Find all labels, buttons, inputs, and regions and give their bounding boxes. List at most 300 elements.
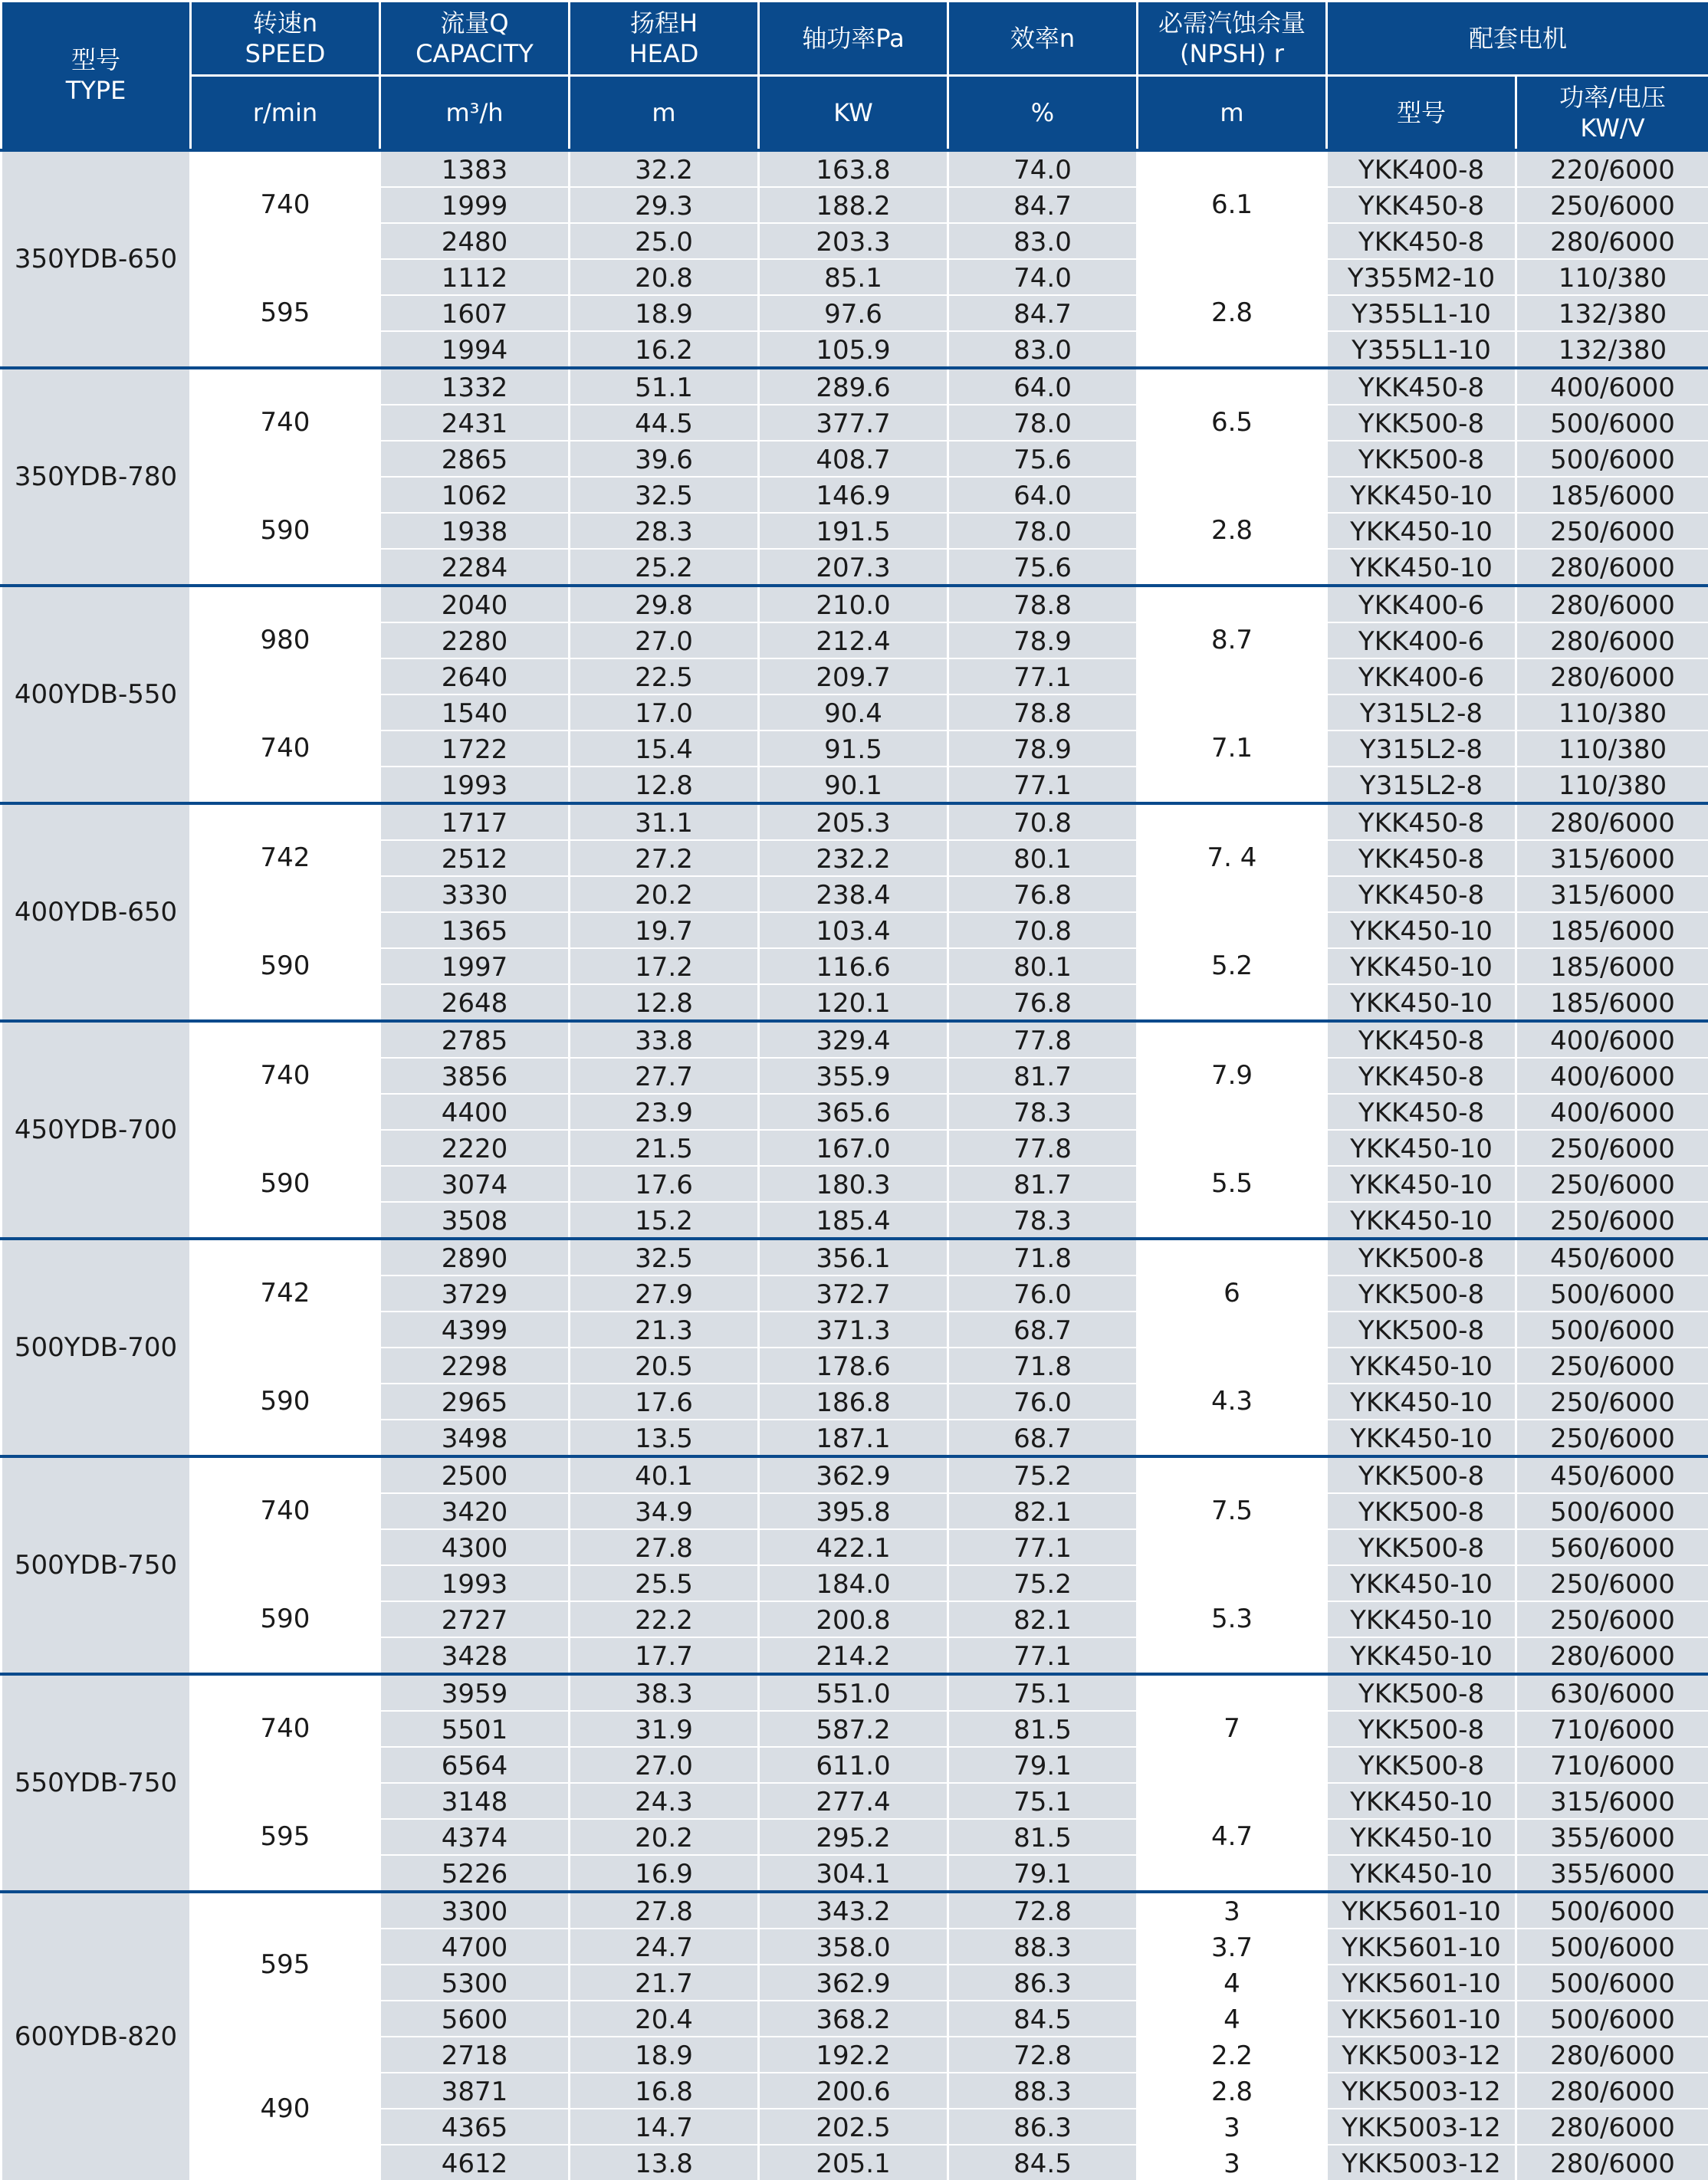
capacity-cell: 2298 bbox=[380, 1348, 570, 1384]
motor-power-cell: 185/6000 bbox=[1516, 984, 1708, 1021]
efficiency-cell: 64.0 bbox=[948, 368, 1138, 405]
capacity-cell: 1383 bbox=[380, 150, 570, 187]
capacity-cell: 1365 bbox=[380, 912, 570, 948]
motor-model-cell: Y355L1-10 bbox=[1327, 331, 1516, 368]
motor-model-cell: YKK400-8 bbox=[1327, 150, 1516, 187]
efficiency-cell: 88.3 bbox=[948, 2073, 1138, 2109]
capacity-cell: 6564 bbox=[380, 1747, 570, 1783]
table-row bbox=[2, 912, 1708, 948]
power-cell: 178.6 bbox=[759, 1348, 948, 1384]
speed-cell: 740 bbox=[191, 694, 380, 803]
efficiency-cell: 78.0 bbox=[948, 513, 1138, 549]
motor-power-cell: 710/6000 bbox=[1516, 1711, 1708, 1747]
capacity-cell: 4700 bbox=[380, 1929, 570, 1965]
efficiency-cell: 68.7 bbox=[948, 1420, 1138, 1456]
efficiency-cell: 77.8 bbox=[948, 1130, 1138, 1166]
capacity-cell: 2640 bbox=[380, 658, 570, 694]
efficiency-cell: 77.1 bbox=[948, 1637, 1138, 1674]
capacity-cell: 2500 bbox=[380, 1456, 570, 1493]
efficiency-cell: 78.8 bbox=[948, 586, 1138, 622]
header-motor-cn: 配套电机 bbox=[1328, 23, 1708, 54]
efficiency-cell: 74.0 bbox=[948, 150, 1138, 187]
motor-power-cell: 560/6000 bbox=[1516, 1529, 1708, 1565]
motor-power-cell: 500/6000 bbox=[1516, 1493, 1708, 1529]
power-cell: 163.8 bbox=[759, 150, 948, 187]
power-cell: 422.1 bbox=[759, 1529, 948, 1565]
head-cell: 17.0 bbox=[570, 694, 759, 730]
head-cell: 38.3 bbox=[570, 1674, 759, 1711]
header-efficiency bbox=[948, 2, 1138, 76]
power-cell: 180.3 bbox=[759, 1166, 948, 1202]
motor-model-cell: YKK5601-10 bbox=[1327, 1929, 1516, 1965]
unit-npsh: m bbox=[1138, 76, 1327, 150]
motor-power-cell: 280/6000 bbox=[1516, 586, 1708, 622]
head-cell: 18.9 bbox=[570, 2037, 759, 2073]
power-cell: 238.4 bbox=[759, 876, 948, 912]
unit-efficiency: % bbox=[948, 76, 1138, 150]
head-cell: 20.4 bbox=[570, 2001, 759, 2037]
power-cell: 365.6 bbox=[759, 1094, 948, 1130]
motor-power-cell: 500/6000 bbox=[1516, 2001, 1708, 2037]
head-cell: 16.8 bbox=[570, 2073, 759, 2109]
power-cell: 304.1 bbox=[759, 1855, 948, 1892]
efficiency-cell: 75.2 bbox=[948, 1565, 1138, 1601]
pump-type-cell: 550YDB-750 bbox=[2, 1674, 191, 1892]
capacity-cell: 2890 bbox=[380, 1239, 570, 1275]
power-cell: 90.4 bbox=[759, 694, 948, 730]
unit-capacity: m³/h bbox=[380, 76, 570, 150]
motor-model-cell: YKK500-8 bbox=[1327, 1239, 1516, 1275]
capacity-cell: 1540 bbox=[380, 694, 570, 730]
speed-cell: 980 bbox=[191, 586, 380, 694]
efficiency-cell: 71.8 bbox=[948, 1239, 1138, 1275]
capacity-cell: 3074 bbox=[380, 1166, 570, 1202]
power-cell: 185.4 bbox=[759, 1202, 948, 1239]
motor-model-cell: YKK5601-10 bbox=[1327, 1892, 1516, 1929]
efficiency-cell: 78.3 bbox=[948, 1202, 1138, 1239]
speed-cell: 590 bbox=[191, 1130, 380, 1239]
motor-model-cell: YKK450-10 bbox=[1327, 1384, 1516, 1420]
header-head-cn: 扬程H bbox=[570, 8, 757, 38]
table-row bbox=[2, 2037, 1708, 2073]
npsh-cell: 2.8 bbox=[1138, 477, 1327, 586]
head-cell: 17.6 bbox=[570, 1166, 759, 1202]
motor-model-cell: YKK500-8 bbox=[1327, 1493, 1516, 1529]
head-cell: 16.9 bbox=[570, 1855, 759, 1892]
efficiency-cell: 79.1 bbox=[948, 1855, 1138, 1892]
npsh-cell: 5.3 bbox=[1138, 1565, 1327, 1674]
motor-model-cell: YKK5601-10 bbox=[1327, 2001, 1516, 2037]
npsh-cell: 3 bbox=[1138, 2109, 1327, 2145]
power-cell: 167.0 bbox=[759, 1130, 948, 1166]
speed-cell: 595 bbox=[191, 259, 380, 368]
motor-model-cell: YKK450-10 bbox=[1327, 1855, 1516, 1892]
npsh-cell: 5.2 bbox=[1138, 912, 1327, 1021]
head-cell: 24.3 bbox=[570, 1783, 759, 1819]
power-cell: 91.5 bbox=[759, 730, 948, 767]
head-cell: 22.2 bbox=[570, 1601, 759, 1637]
npsh-cell: 2.8 bbox=[1138, 259, 1327, 368]
capacity-cell: 2284 bbox=[380, 549, 570, 586]
capacity-cell: 1999 bbox=[380, 187, 570, 223]
motor-model-cell: YKK500-8 bbox=[1327, 1275, 1516, 1312]
power-cell: 200.6 bbox=[759, 2073, 948, 2109]
power-cell: 408.7 bbox=[759, 441, 948, 477]
npsh-cell: 2.2 bbox=[1138, 2037, 1327, 2073]
efficiency-cell: 86.3 bbox=[948, 2109, 1138, 2145]
table-row bbox=[2, 1021, 1708, 1058]
motor-power-cell: 400/6000 bbox=[1516, 1094, 1708, 1130]
motor-model-cell: YKK500-8 bbox=[1327, 405, 1516, 441]
motor-model-cell: YKK400-6 bbox=[1327, 586, 1516, 622]
head-cell: 20.2 bbox=[570, 1819, 759, 1855]
table-row bbox=[2, 1783, 1708, 1819]
motor-power-cell: 220/6000 bbox=[1516, 150, 1708, 187]
head-cell: 23.9 bbox=[570, 1094, 759, 1130]
table-body bbox=[2, 150, 1708, 2180]
motor-model-cell: YKK450-10 bbox=[1327, 1565, 1516, 1601]
motor-power-cell: 250/6000 bbox=[1516, 1130, 1708, 1166]
header-head-en: HEAD bbox=[570, 38, 757, 69]
head-cell: 17.7 bbox=[570, 1637, 759, 1674]
pump-type-cell: 600YDB-820 bbox=[2, 1892, 191, 2180]
capacity-cell: 2727 bbox=[380, 1601, 570, 1637]
speed-cell: 740 bbox=[191, 1021, 380, 1130]
efficiency-cell: 78.9 bbox=[948, 622, 1138, 658]
motor-power-cell: 710/6000 bbox=[1516, 1747, 1708, 1783]
motor-power-cell: 400/6000 bbox=[1516, 368, 1708, 405]
motor-power-cell: 355/6000 bbox=[1516, 1819, 1708, 1855]
unit-speed: r/min bbox=[191, 76, 380, 150]
head-cell: 12.8 bbox=[570, 767, 759, 803]
npsh-cell: 6.5 bbox=[1138, 368, 1327, 477]
head-cell: 32.5 bbox=[570, 477, 759, 513]
power-cell: 358.0 bbox=[759, 1929, 948, 1965]
motor-power-cell: 500/6000 bbox=[1516, 1965, 1708, 2001]
head-cell: 20.5 bbox=[570, 1348, 759, 1384]
efficiency-cell: 80.1 bbox=[948, 948, 1138, 984]
head-cell: 27.7 bbox=[570, 1058, 759, 1094]
head-cell: 17.2 bbox=[570, 948, 759, 984]
head-cell: 20.8 bbox=[570, 259, 759, 295]
efficiency-cell: 84.7 bbox=[948, 295, 1138, 331]
head-cell: 25.2 bbox=[570, 549, 759, 586]
power-cell: 202.5 bbox=[759, 2109, 948, 2145]
motor-model-cell: YKK5003-12 bbox=[1327, 2073, 1516, 2109]
motor-power-cell: 250/6000 bbox=[1516, 1420, 1708, 1456]
motor-power-cell: 250/6000 bbox=[1516, 1166, 1708, 1202]
head-cell: 34.9 bbox=[570, 1493, 759, 1529]
power-cell: 116.6 bbox=[759, 948, 948, 984]
motor-model-cell: YKK500-8 bbox=[1327, 1747, 1516, 1783]
motor-power-cell: 500/6000 bbox=[1516, 1275, 1708, 1312]
speed-cell: 740 bbox=[191, 1674, 380, 1783]
header-type bbox=[2, 2, 191, 150]
efficiency-cell: 78.9 bbox=[948, 730, 1138, 767]
motor-power-cell: 250/6000 bbox=[1516, 513, 1708, 549]
motor-power-cell: 450/6000 bbox=[1516, 1456, 1708, 1493]
head-cell: 12.8 bbox=[570, 984, 759, 1021]
motor-model-cell: YKK450-10 bbox=[1327, 912, 1516, 948]
capacity-cell: 3729 bbox=[380, 1275, 570, 1312]
head-cell: 27.0 bbox=[570, 622, 759, 658]
header-power-cn: 轴功率Pa bbox=[760, 23, 947, 54]
efficiency-cell: 76.8 bbox=[948, 876, 1138, 912]
head-cell: 21.3 bbox=[570, 1312, 759, 1348]
efficiency-cell: 84.5 bbox=[948, 2145, 1138, 2180]
motor-model-cell: Y315L2-8 bbox=[1327, 730, 1516, 767]
efficiency-cell: 75.6 bbox=[948, 441, 1138, 477]
motor-model-cell: YKK450-8 bbox=[1327, 187, 1516, 223]
table-row bbox=[2, 803, 1708, 840]
power-cell: 188.2 bbox=[759, 187, 948, 223]
table-row bbox=[2, 1348, 1708, 1384]
motor-model-cell: YKK500-8 bbox=[1327, 1674, 1516, 1711]
capacity-cell: 3330 bbox=[380, 876, 570, 912]
npsh-cell: 4 bbox=[1138, 1965, 1327, 2001]
motor-power-cell: 280/6000 bbox=[1516, 803, 1708, 840]
motor-power-cell: 110/380 bbox=[1516, 767, 1708, 803]
efficiency-cell: 76.8 bbox=[948, 984, 1138, 1021]
power-cell: 184.0 bbox=[759, 1565, 948, 1601]
power-cell: 205.3 bbox=[759, 803, 948, 840]
efficiency-cell: 86.3 bbox=[948, 1965, 1138, 2001]
power-cell: 90.1 bbox=[759, 767, 948, 803]
speed-cell: 490 bbox=[191, 2037, 380, 2180]
capacity-cell: 1993 bbox=[380, 1565, 570, 1601]
motor-power-cell: 280/6000 bbox=[1516, 2073, 1708, 2109]
capacity-cell: 3300 bbox=[380, 1892, 570, 1929]
efficiency-cell: 78.0 bbox=[948, 405, 1138, 441]
efficiency-cell: 75.1 bbox=[948, 1783, 1138, 1819]
head-cell: 27.9 bbox=[570, 1275, 759, 1312]
motor-power-cell: 185/6000 bbox=[1516, 477, 1708, 513]
capacity-cell: 2965 bbox=[380, 1384, 570, 1420]
capacity-cell: 2280 bbox=[380, 622, 570, 658]
capacity-cell: 2431 bbox=[380, 405, 570, 441]
head-cell: 27.8 bbox=[570, 1529, 759, 1565]
pump-type-cell: 450YDB-700 bbox=[2, 1021, 191, 1239]
efficiency-cell: 82.1 bbox=[948, 1493, 1138, 1529]
head-cell: 29.8 bbox=[570, 586, 759, 622]
motor-power-cell: 185/6000 bbox=[1516, 912, 1708, 948]
speed-cell: 590 bbox=[191, 912, 380, 1021]
npsh-cell: 3 bbox=[1138, 2145, 1327, 2180]
speed-cell: 590 bbox=[191, 1348, 380, 1456]
speed-cell: 742 bbox=[191, 803, 380, 912]
capacity-cell: 4365 bbox=[380, 2109, 570, 2145]
motor-power-cell: 280/6000 bbox=[1516, 2037, 1708, 2073]
power-cell: 186.8 bbox=[759, 1384, 948, 1420]
npsh-cell: 3.7 bbox=[1138, 1929, 1327, 1965]
capacity-cell: 4374 bbox=[380, 1819, 570, 1855]
power-cell: 200.8 bbox=[759, 1601, 948, 1637]
power-cell: 295.2 bbox=[759, 1819, 948, 1855]
motor-power-cell: 132/380 bbox=[1516, 295, 1708, 331]
power-cell: 551.0 bbox=[759, 1674, 948, 1711]
efficiency-cell: 81.7 bbox=[948, 1058, 1138, 1094]
motor-model-cell: YKK450-10 bbox=[1327, 1130, 1516, 1166]
efficiency-cell: 81.5 bbox=[948, 1711, 1138, 1747]
header-npsh-cn: 必需汽蚀余量 bbox=[1138, 8, 1325, 38]
efficiency-cell: 64.0 bbox=[948, 477, 1138, 513]
capacity-cell: 5226 bbox=[380, 1855, 570, 1892]
header-npsh-en: (NPSH) r bbox=[1138, 38, 1325, 69]
motor-power-cell: 400/6000 bbox=[1516, 1058, 1708, 1094]
table-row bbox=[2, 150, 1708, 187]
motor-model-cell: Y355M2-10 bbox=[1327, 259, 1516, 295]
motor-power-cell: 132/380 bbox=[1516, 331, 1708, 368]
power-cell: 611.0 bbox=[759, 1747, 948, 1783]
motor-power-cell: 315/6000 bbox=[1516, 876, 1708, 912]
table-header bbox=[2, 2, 1708, 150]
capacity-cell: 1993 bbox=[380, 767, 570, 803]
head-cell: 21.7 bbox=[570, 1965, 759, 2001]
power-cell: 355.9 bbox=[759, 1058, 948, 1094]
pump-type-cell: 500YDB-750 bbox=[2, 1456, 191, 1674]
head-cell: 24.7 bbox=[570, 1929, 759, 1965]
head-cell: 20.2 bbox=[570, 876, 759, 912]
motor-model-cell: YKK450-10 bbox=[1327, 1819, 1516, 1855]
efficiency-cell: 75.6 bbox=[948, 549, 1138, 586]
efficiency-cell: 78.8 bbox=[948, 694, 1138, 730]
pump-type-cell: 500YDB-700 bbox=[2, 1239, 191, 1456]
npsh-cell: 4 bbox=[1138, 2001, 1327, 2037]
head-cell: 13.8 bbox=[570, 2145, 759, 2180]
motor-power-cell: 280/6000 bbox=[1516, 549, 1708, 586]
motor-model-cell: YKK500-8 bbox=[1327, 441, 1516, 477]
motor-power-cell: 250/6000 bbox=[1516, 1202, 1708, 1239]
motor-model-cell: YKK450-10 bbox=[1327, 1601, 1516, 1637]
unit-power: KW bbox=[759, 76, 948, 150]
power-cell: 212.4 bbox=[759, 622, 948, 658]
motor-power-cell: 250/6000 bbox=[1516, 1565, 1708, 1601]
capacity-cell: 3428 bbox=[380, 1637, 570, 1674]
motor-power-cell: 500/6000 bbox=[1516, 1312, 1708, 1348]
speed-cell: 740 bbox=[191, 368, 380, 477]
head-cell: 33.8 bbox=[570, 1021, 759, 1058]
header-motor-power-unit: KW/V bbox=[1517, 113, 1708, 143]
capacity-cell: 4300 bbox=[380, 1529, 570, 1565]
efficiency-cell: 77.8 bbox=[948, 1021, 1138, 1058]
header-motor-power-cn: 功率/电压 bbox=[1517, 82, 1708, 113]
motor-model-cell: Y315L2-8 bbox=[1327, 767, 1516, 803]
efficiency-cell: 77.1 bbox=[948, 1529, 1138, 1565]
efficiency-cell: 81.5 bbox=[948, 1819, 1138, 1855]
table-row bbox=[2, 694, 1708, 730]
efficiency-cell: 75.1 bbox=[948, 1674, 1138, 1711]
table-row bbox=[2, 477, 1708, 513]
head-cell: 32.2 bbox=[570, 150, 759, 187]
motor-power-cell: 400/6000 bbox=[1516, 1021, 1708, 1058]
efficiency-cell: 76.0 bbox=[948, 1384, 1138, 1420]
motor-model-cell: YKK400-6 bbox=[1327, 622, 1516, 658]
motor-power-cell: 500/6000 bbox=[1516, 441, 1708, 477]
head-cell: 25.5 bbox=[570, 1565, 759, 1601]
head-cell: 14.7 bbox=[570, 2109, 759, 2145]
motor-model-cell: YKK450-10 bbox=[1327, 1166, 1516, 1202]
motor-model-cell: YKK450-10 bbox=[1327, 477, 1516, 513]
npsh-cell: 7.9 bbox=[1138, 1021, 1327, 1130]
power-cell: 209.7 bbox=[759, 658, 948, 694]
motor-model-cell: YKK450-8 bbox=[1327, 223, 1516, 259]
motor-power-cell: 185/6000 bbox=[1516, 948, 1708, 984]
head-cell: 27.8 bbox=[570, 1892, 759, 1929]
motor-power-cell: 110/380 bbox=[1516, 730, 1708, 767]
table-row bbox=[2, 1565, 1708, 1601]
power-cell: 587.2 bbox=[759, 1711, 948, 1747]
header-type-cn: 型号 bbox=[2, 44, 189, 75]
efficiency-cell: 82.1 bbox=[948, 1601, 1138, 1637]
capacity-cell: 4400 bbox=[380, 1094, 570, 1130]
capacity-cell: 2512 bbox=[380, 840, 570, 876]
motor-model-cell: YKK450-8 bbox=[1327, 1094, 1516, 1130]
efficiency-cell: 84.5 bbox=[948, 2001, 1138, 2037]
motor-model-cell: YKK450-8 bbox=[1327, 1021, 1516, 1058]
capacity-cell: 1722 bbox=[380, 730, 570, 767]
power-cell: 362.9 bbox=[759, 1456, 948, 1493]
motor-power-cell: 250/6000 bbox=[1516, 1348, 1708, 1384]
power-cell: 343.2 bbox=[759, 1892, 948, 1929]
power-cell: 232.2 bbox=[759, 840, 948, 876]
header-npsh bbox=[1138, 2, 1327, 76]
motor-model-cell: YKK450-8 bbox=[1327, 368, 1516, 405]
motor-model-cell: YKK5003-12 bbox=[1327, 2037, 1516, 2073]
capacity-cell: 2865 bbox=[380, 441, 570, 477]
head-cell: 31.9 bbox=[570, 1711, 759, 1747]
capacity-cell: 3856 bbox=[380, 1058, 570, 1094]
npsh-cell: 6 bbox=[1138, 1239, 1327, 1348]
pump-type-cell: 350YDB-780 bbox=[2, 368, 191, 586]
efficiency-cell: 72.8 bbox=[948, 2037, 1138, 2073]
efficiency-cell: 76.0 bbox=[948, 1275, 1138, 1312]
power-cell: 377.7 bbox=[759, 405, 948, 441]
power-cell: 289.6 bbox=[759, 368, 948, 405]
efficiency-cell: 78.3 bbox=[948, 1094, 1138, 1130]
header-capacity bbox=[380, 2, 570, 76]
capacity-cell: 4612 bbox=[380, 2145, 570, 2180]
motor-model-cell: YKK450-10 bbox=[1327, 1783, 1516, 1819]
head-cell: 25.0 bbox=[570, 223, 759, 259]
motor-power-cell: 500/6000 bbox=[1516, 1929, 1708, 1965]
capacity-cell: 1607 bbox=[380, 295, 570, 331]
power-cell: 97.6 bbox=[759, 295, 948, 331]
motor-power-cell: 280/6000 bbox=[1516, 2145, 1708, 2180]
efficiency-cell: 70.8 bbox=[948, 803, 1138, 840]
efficiency-cell: 80.1 bbox=[948, 840, 1138, 876]
pump-type-cell: 400YDB-650 bbox=[2, 803, 191, 1021]
power-cell: 368.2 bbox=[759, 2001, 948, 2037]
capacity-cell: 2040 bbox=[380, 586, 570, 622]
table-row bbox=[2, 1239, 1708, 1275]
head-cell: 15.4 bbox=[570, 730, 759, 767]
table-row bbox=[2, 1130, 1708, 1166]
power-cell: 210.0 bbox=[759, 586, 948, 622]
motor-model-cell: YKK500-8 bbox=[1327, 1711, 1516, 1747]
head-cell: 51.1 bbox=[570, 368, 759, 405]
header-capacity-en: CAPACITY bbox=[381, 38, 568, 69]
header-motor-model: 型号 bbox=[1327, 76, 1516, 150]
motor-power-cell: 280/6000 bbox=[1516, 622, 1708, 658]
motor-model-cell: YKK450-10 bbox=[1327, 1202, 1516, 1239]
power-cell: 103.4 bbox=[759, 912, 948, 948]
head-cell: 40.1 bbox=[570, 1456, 759, 1493]
capacity-cell: 1997 bbox=[380, 948, 570, 984]
capacity-cell: 3959 bbox=[380, 1674, 570, 1711]
head-cell: 44.5 bbox=[570, 405, 759, 441]
capacity-cell: 5501 bbox=[380, 1711, 570, 1747]
capacity-cell: 5300 bbox=[380, 1965, 570, 2001]
